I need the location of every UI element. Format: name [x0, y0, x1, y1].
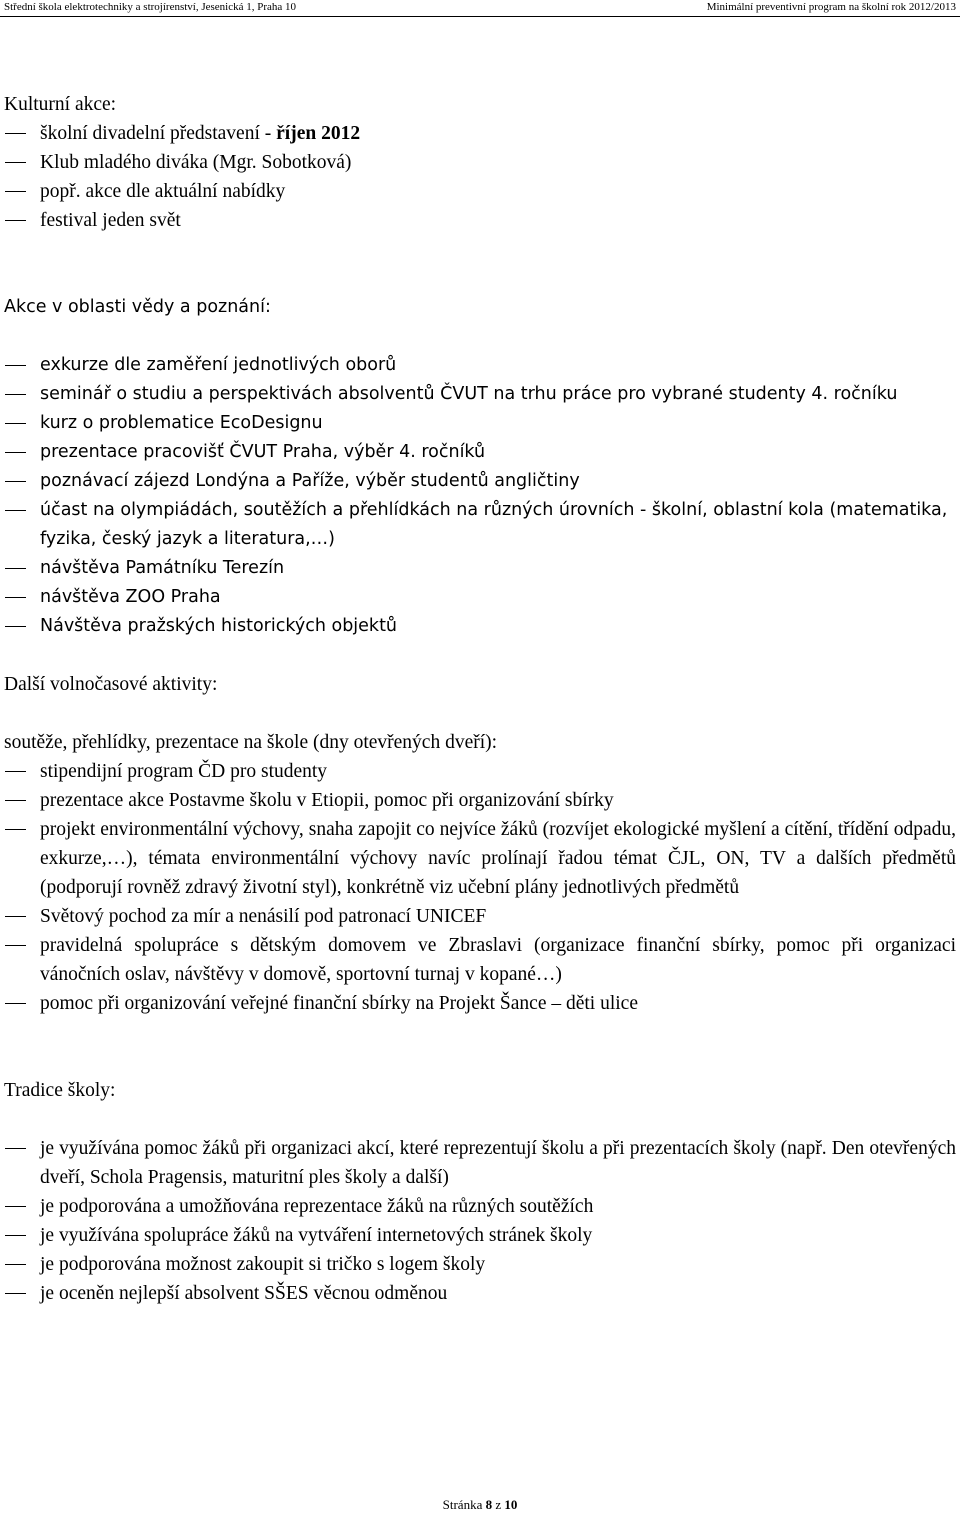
list-item: pomoc při organizování veřejné finanční sbírky na Projekt Šance – děti ulice — [4, 989, 956, 1018]
list-item: je využívána spolupráce žáků na vytváření internetových stránek školy — [4, 1221, 956, 1250]
list-item: prezentace akce Postavme školu v Etiopii, pomoc při organizování sbírky — [4, 786, 956, 815]
footer-middle: z — [492, 1497, 505, 1512]
page-footer — [0, 1498, 960, 1512]
list-item: účast na olympiádách, soutěžích a přehlídkách na různých úrovních - školní, oblastní kola (matematika, fyzika, český jazyk a literatura,…) — [4, 496, 956, 554]
section-leisure — [4, 670, 956, 1018]
culture-item-date: říjen 2012 — [276, 123, 361, 144]
list-item: seminář o studiu a perspektivách absolventů ČVUT na trhu práce pro vybrané studenty 4. ročníku — [4, 380, 956, 409]
section-culture — [4, 90, 956, 235]
list-item: exkurze dle zaměření jednotlivých oborů — [4, 351, 956, 380]
list-item: prezentace pracovišť ČVUT Praha, výběr 4. ročníků — [4, 438, 956, 467]
document-body — [4, 90, 956, 1308]
footer-page-total: 10 — [504, 1497, 518, 1512]
list-item: popř. akce dle aktuální nabídky — [4, 177, 956, 206]
list-item: stipendijní program ČD pro studenty — [4, 757, 956, 786]
footer-prefix: Stránka — [442, 1497, 486, 1512]
section-tradition — [4, 1076, 956, 1308]
list-item: poznávací zájezd Londýna a Paříže, výběr studentů angličtiny — [4, 467, 956, 496]
leisure-subheading: soutěže, přehlídky, prezentace na škole (dny otevřených dveří): — [4, 732, 498, 753]
list-item: je využívána pomoc žáků při organizaci akcí, které reprezentují školu a při prezentacích školy (např. Den otevřených dveří, Schola Pragensis, maturitní ples školy a další) — [4, 1134, 956, 1192]
science-list — [4, 351, 956, 641]
list-item: Návštěva pražských historických objektů — [4, 612, 956, 641]
list-item: návštěva ZOO Praha — [4, 583, 956, 612]
list-item: kurz o problematice EcoDesignu — [4, 409, 956, 438]
list-item — [4, 119, 956, 148]
section-heading-tradition: Tradice školy: — [4, 1080, 116, 1101]
section-heading-leisure: Další volnočasové aktivity: — [4, 674, 218, 695]
list-item: Světový pochod za mír a nenásilí pod patronací UNICEF — [4, 902, 956, 931]
list-item: návštěva Památníku Terezín — [4, 554, 956, 583]
list-item: Klub mladého diváka (Mgr. Sobotková) — [4, 148, 956, 177]
section-heading-science: Akce v oblasti vědy a poznání: — [4, 297, 271, 317]
list-item: je podporována možnost zakoupit si tričko s logem školy — [4, 1250, 956, 1279]
list-item: je podporována a umožňována reprezentace žáků na různých soutěžích — [4, 1192, 956, 1221]
list-item: projekt environmentální výchovy, snaha zapojit co nejvíce žáků (rozvíjet ekologické myšlení a cítění, třídění odpadu, exkurze,…), témata environmentální výchovy navíc prolínají řadou témat ČJL, ON, TV a dalších předmětů (podporují rovněž zdravý životní styl), konkrétně viz učební plány jednotlivých předmětů — [4, 815, 956, 902]
header-document-title: Minimální preventivní program na školní rok 2012/2013 — [706, 1, 956, 13]
culture-item-text: školní divadelní představení - — [40, 123, 277, 144]
header-rule — [0, 16, 960, 17]
list-item: festival jeden svět — [4, 206, 956, 235]
section-heading-culture: Kulturní akce: — [4, 94, 117, 115]
leisure-list — [4, 757, 956, 1018]
page-header — [0, 0, 960, 22]
list-item: pravidelná spolupráce s dětským domovem ve Zbraslavi (organizace finanční sbírky, pomoc při organizaci vánočních oslav, návštěvy v domově, sportovní turnaj v kopané…) — [4, 931, 956, 989]
header-school-name: Střední škola elektrotechniky a strojírenství, Jesenická 1, Praha 10 — [4, 1, 297, 13]
footer-page-number: 8 — [485, 1497, 493, 1512]
list-item: je oceněn nejlepší absolvent SŠES věcnou odměnou — [4, 1279, 956, 1308]
section-science — [4, 293, 956, 641]
tradition-list — [4, 1134, 956, 1308]
culture-list — [4, 119, 956, 235]
